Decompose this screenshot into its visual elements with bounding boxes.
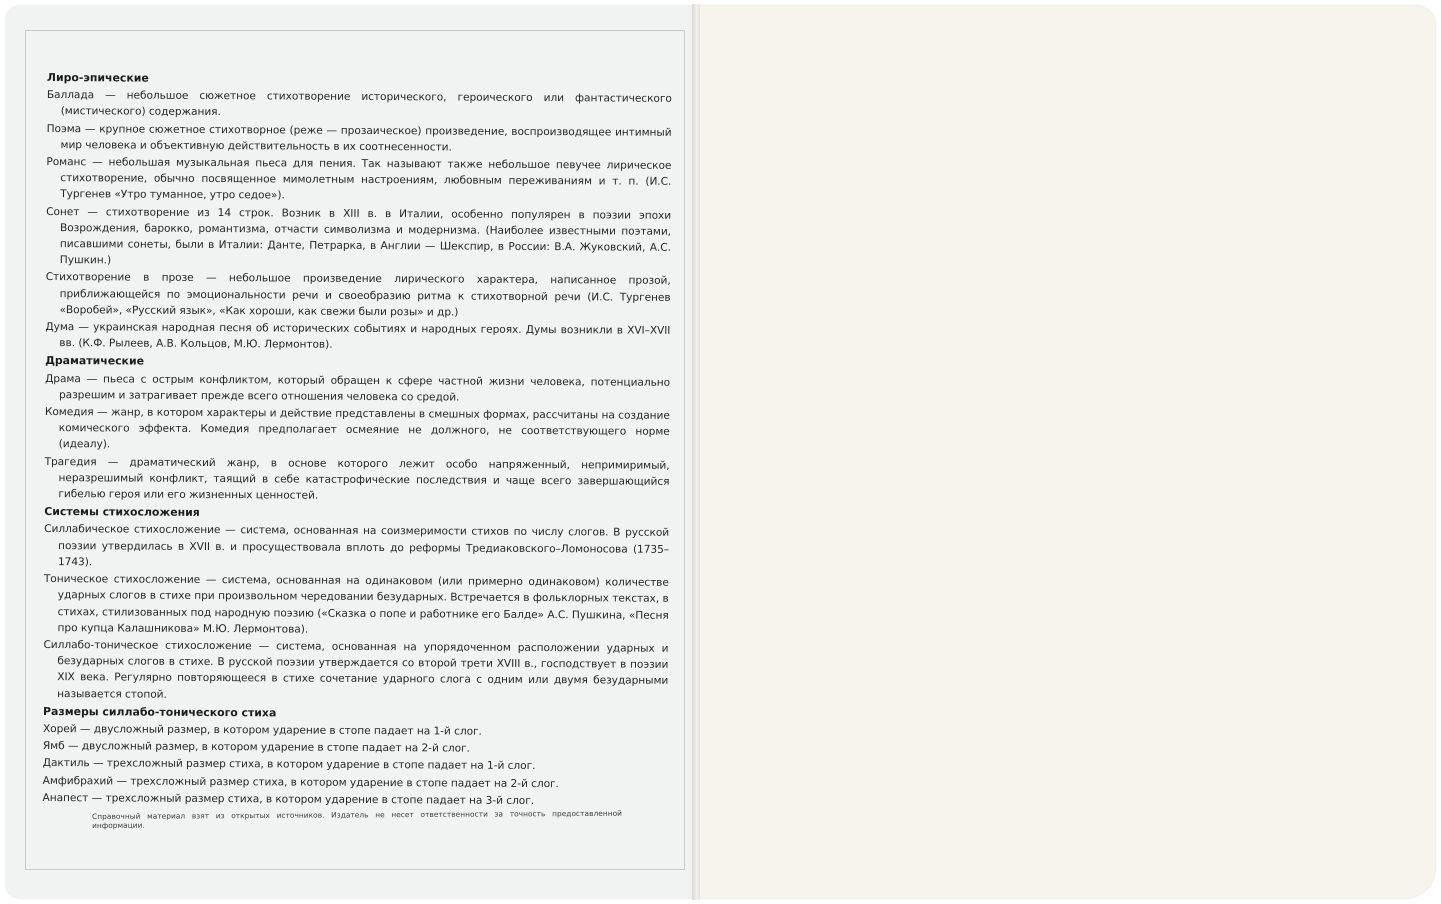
section-meters [42,704,668,810]
section-lyro-epic [45,70,672,355]
section-heading: Лиро-эпические [46,70,149,85]
term-entry: Трагедия — драматический жанр, в основе которого лежит особо напряженный, непримиримый, неразрешимый конфликт, таящий в себе катастрофические последствия и чаще всего завершающийся гибелью героя или его жизненных ценностей. [44,455,670,502]
reference-text [42,68,672,811]
disclaimer-footer: Справочный материал взят из открытых источников. Издатель не несет ответственности за точность предоставленной информации. [92,808,623,830]
term-entry: Хорей — двусложный размер, в котором ударение в стопе падает на 1-й слог. [42,722,482,738]
section-versification [43,504,669,705]
section-dramatic [44,353,670,506]
section-heading: Системы стихосложения [44,505,200,520]
term-entry: Ямб — двусложный размер, в котором ударение в стопе падает на 2-й слог. [42,740,470,755]
term-entry: Дума — украинская народная песня об исторических событиях и народных героях. Думы возникли в XVI–XVII вв. (К.Ф. Рылеев, А.В. Кольцов, М.Ю. Лермонтов). [45,321,671,351]
section-heading: Размеры силлабо-тонического стиха [43,704,277,720]
term-entry: Дактиль — трехсложный размер стиха, в котором ударение в стопе падает на 1-й слог. [42,757,536,773]
term-entry: Силлабическое стихосложение — система, основанная на соизмеримости стихов по числу слогов. В русской поэзии утвердилась в XVII в. и просуществовала вплоть до реформы Тредиаковского–Ломоносова (1735–1743). [44,523,670,569]
term-entry: Сонет — стихотворение из 14 строк. Возник в XIII в. в Италии, особенно популярен в поэзии эпохи Возрождения, барокко, романтизма, отчасти символизма и модернизма. (Наиболее известными поэтами, писавшими сонеты, были в Италии: Данте, Петрарка, в Англии — Шекспир, в России: В.А. Жуковский, А.С. Пушкин.) [46,205,672,267]
term-entry: Комедия — жанр, в котором характеры и действие представлены в смешных формах, рассчитаны на создание комического эффекта. Комедия предполагает осмеяние не должного, не соответствующего норме (идеалу). [44,406,670,451]
term-entry: Баллада — небольшое сюжетное стихотворение исторического, героического или фантастического (мистического) содержания. [46,89,672,119]
term-entry: Тоническое стихосложение — система, основанная на одинаковом (или примерно одинаковом) количестве ударных слогов в стихе при произвольном чередовании безударных. Встречается в фольклорных текстах, в стихах, стилизованных под народную поэзию («Сказка о попе и работнике его Балде» А.С. Пушкина, «Песня про купца Калашникова» М.Ю. Лермонтова). [43,573,669,636]
term-entry: Драма — пьеса с острым конфликтом, который обращен к сфере частной жизни человека, потенциально разрешим и затрагивает прежде всего отношения человека со средой. [45,372,671,404]
term-entry: Анапест — трехсложный размер стиха, в котором ударение в стопе падает на 3-й слог. [42,791,535,807]
right-page-blank [698,6,1435,898]
term-entry: Поэма — крупное сюжетное стихотворное (реже — прозаическое) произведение, воспроизводящее интимный мир человека и объективную действительность в их соотнесенности. [46,122,672,154]
term-entry: Романс — небольшая музыкальная пьеса для пения. Так называют также небольшое певучее лирическое стихотворение, обычно посвященное мимолетным настроениям, любовным переживаниям и т. п. (И.С. Тургенев «Утро туманное, утро седое»). [46,156,672,202]
term-entry: Стихотворение в прозе — небольшое произведение лирического характера, написанное прозой, приближающейся по эмоциональности речи и своеобразию ритма к стихотворной речи (И.С. Тургенев «Воробей», «Русский язык», «Как хороши, как свежи были розы» и др.) [45,271,671,319]
section-heading: Драматические [45,354,145,369]
term-entry: Амфибрахий — трехсложный размер стиха, в котором ударение в стопе падает на 2-й слог. [42,774,559,790]
term-entry: Силлабо-тоническое стихосложение — система, основанная на упорядоченном расположении ударных и безударных слогов в стихе. В русской поэзии утверждается со второй трети XVIII в., господствует в поэзии XIX века. Регулярно повторяющееся в стихе сочетание ударного слога с одним или двумя безударными называется стопой. [43,638,669,701]
notebook-spine [692,4,700,900]
